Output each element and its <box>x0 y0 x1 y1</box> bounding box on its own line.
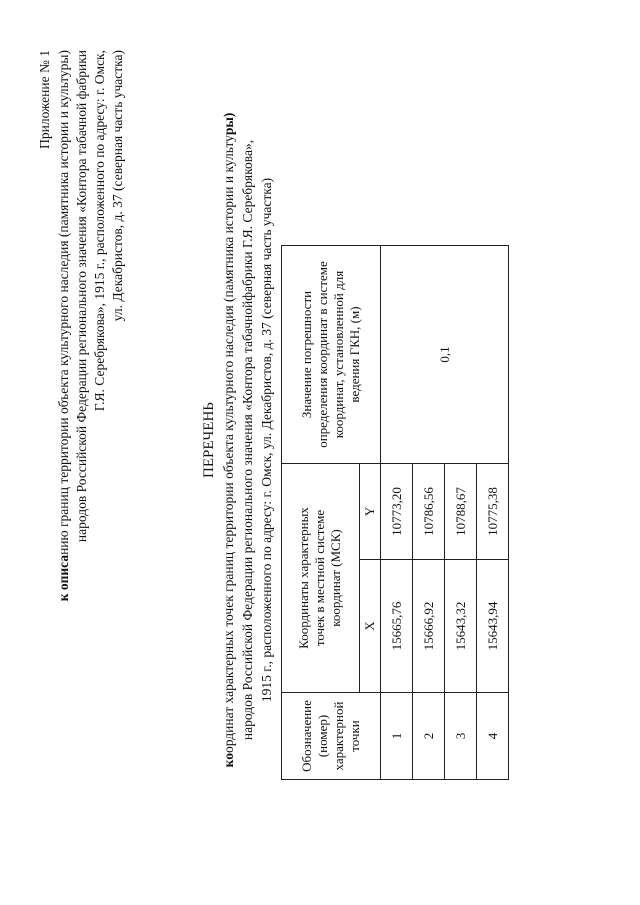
document-page <box>35 45 500 835</box>
header-y: Y <box>359 464 380 560</box>
y-value: 10773,20 <box>381 464 413 560</box>
appendix-line-4: ул. Декабристов, д. 37 (северная часть участка) <box>110 50 125 322</box>
point-number: 4 <box>477 693 509 780</box>
x-value: 15643,94 <box>477 560 509 693</box>
coordinates-table <box>281 245 509 780</box>
point-number: 1 <box>381 693 413 780</box>
y-value: 10786,56 <box>413 464 445 560</box>
appendix-line-3: Г.Я. Серебрякова», 1915 г., расположенного по адресу: г. Омск, <box>92 50 107 412</box>
header-x: X <box>359 560 380 693</box>
document-title: ПЕРЕЧЕНЬ <box>201 402 217 478</box>
table-row <box>381 246 413 780</box>
appendix-label: Приложение № 1 <box>37 50 52 149</box>
header-coordinates: Координаты характерных точек в местной системе координат (МСК) <box>282 464 360 693</box>
y-value: 10788,67 <box>445 464 477 560</box>
heading-line-3: 1915 г., расположенного по адресу: г. Омск, ул. Декабристов, д. 37 (северная часть участка) <box>259 177 274 703</box>
heading-line-1: координат характерных точек границ территории объекта культурного наследия (памятника истории и культуры) <box>221 112 236 768</box>
heading-line-2: народов Российской Федерации регионального значения «Контора табачнойфабрики Г.Я. Серебрякова», <box>240 139 255 741</box>
table-header-row <box>282 246 360 780</box>
point-number: 3 <box>445 693 477 780</box>
y-value: 10775,38 <box>477 464 509 560</box>
x-value: 15666,92 <box>413 560 445 693</box>
accuracy-value: 0,1 <box>381 246 509 464</box>
appendix-line-2: народов Российской Федерации регионального значения «Контора табачной фабрики <box>74 50 89 543</box>
header-point: Обозначение (номер) характерной точки <box>282 693 381 780</box>
x-value: 15665,76 <box>381 560 413 693</box>
header-accuracy: Значение погрешности определения координат в системе координат, установленной для ведения ГКН, (м) <box>282 246 381 464</box>
appendix-line-1: к описанию границ территории объекта культурного наследия (памятника истории и культуры) <box>56 50 71 602</box>
x-value: 15643,32 <box>445 560 477 693</box>
point-number: 2 <box>413 693 445 780</box>
